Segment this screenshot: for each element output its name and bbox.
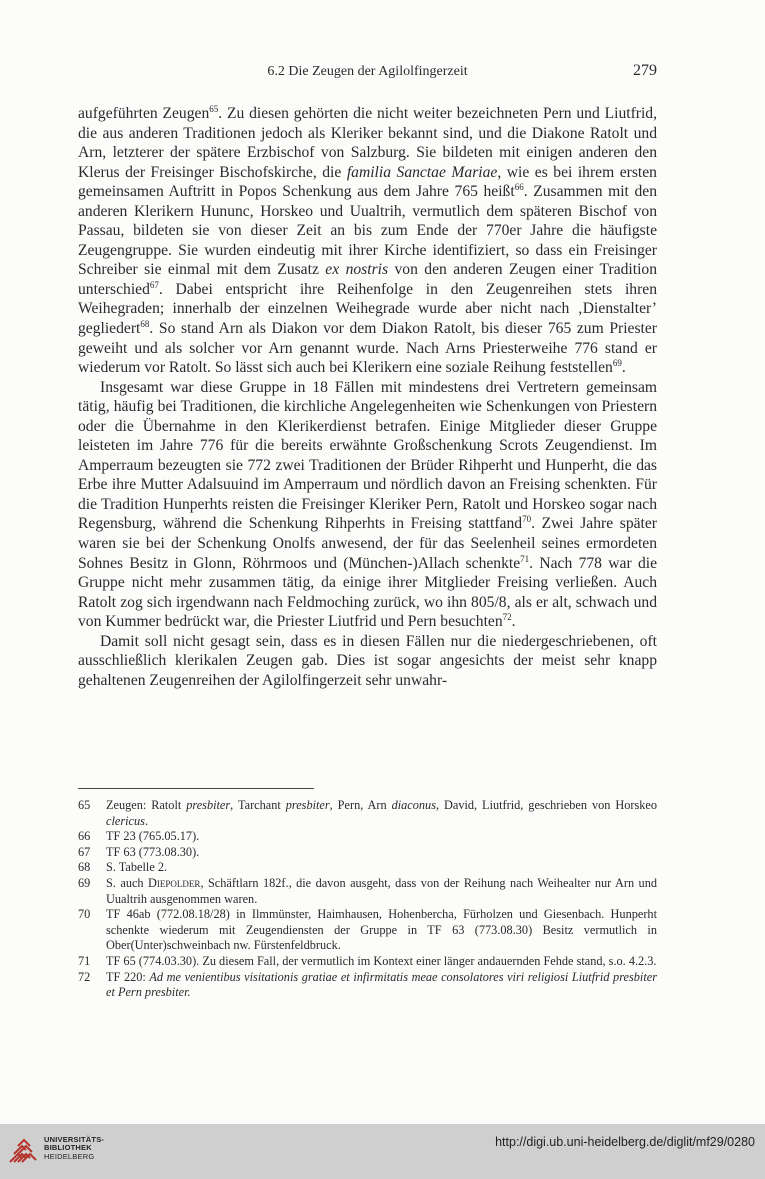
ub-heidelberg-logo-icon[interactable] (8, 1136, 38, 1164)
footnote-text (106, 860, 657, 876)
italic-text: clericus (106, 813, 145, 828)
footnote-ref[interactable]: 71 (520, 553, 530, 564)
text-run: . (511, 613, 516, 631)
footnote (78, 954, 657, 970)
footnote-text (106, 907, 657, 954)
text-run: , Schäftlarn 182f., die davon ausgeht, dass von der Reihung nach Weihealter nur Arn und Uualtrih ausgenommen waren. (106, 875, 658, 906)
footnote-ref[interactable]: 72 (502, 612, 512, 623)
page-number: 279 (633, 62, 657, 79)
text-run: TF 65 (774.03.30). Zu diesem Fall, der vermutlich im Kontext einer länger andauernden Fehde stand, s.o. 4.2.3. (106, 953, 657, 968)
text-run: Insgesamt war diese Gruppe in 18 Fällen mit mindestens drei Vertretern gemeinsam tätig, häufig bei Traditionen, die kirchliche Angelegenheiten wie Schenkungen von Priestern oder die Übernahme in den Klerikerdienst betrafen. Einige Mitglieder dieser Gruppe leisteten im Jahre 776 für die bereits erwähnte Großschenkung Scrots Zeugendienst. Im Amperraum bezeugten sie 772 zwei Traditionen der Brüder Rihperht und Hunperht, die das Erbe ihre Mutter Adalsuuind im Amperraum und nördlich davon an Freising schenkten. Für die Tradition Hunperhts reisten die Freisinger Kleriker Pern, Ratolt und Horskeo sogar nach Regensburg, während die Schenkung Rihperhts in Freising stattfand (78, 378, 657, 533)
text-run: . Dabei entspricht ihre Reihenfolge in den Zeugenreihen stets ihren Weihegraden; innerhalb der einzelnen Weihegrade wurde aber nicht nach ‚Dienstalter’ gegliedert (78, 280, 657, 338)
library-line-3: HEIDELBERG (44, 1151, 95, 1161)
text-run: . Nach 778 war die Gruppe nicht mehr zusammen tätig, da einige ihrer Mitglieder Freising verließen. Auch Ratolt zog sich irgendwann nach Feldmoching zurück, wo ihn 805/8, als er alt, schwach und von Kummer bedrückt war, die Priester Liutfrid und Pern besuchten (78, 554, 657, 631)
footnote-number: 70 (78, 907, 91, 922)
footnote-number: 65 (78, 798, 91, 812)
library-name (44, 1136, 104, 1161)
footnote (78, 907, 657, 954)
text-run: aufgeführten Zeugen (78, 105, 210, 122)
text-run: . Zu diesen gehörten die nicht weiter bezeichneten Pern und Liutfrid, die aus anderen Traditionen jedoch als Kleriker bekannt sind, und die Diakone Ratolt und Arn, letzterer der spätere Erzbischof von Salzburg. Sie bildeten mit einigen anderen den Klerus der Freisinger Bischofskirche, die (78, 105, 657, 181)
footnote-ref[interactable]: 68 (140, 318, 150, 329)
footnote-text (106, 970, 657, 1001)
footnote-number: 68 (78, 860, 91, 875)
text-run: TF 23 (765.05.17). (106, 829, 200, 844)
text-run: , Pern, Arn (329, 798, 392, 812)
footnote (78, 970, 657, 1001)
source-url-link[interactable]: http://digi.ub.uni-heidelberg.de/diglit/mf29/0280 (495, 1135, 755, 1149)
footnote (78, 860, 657, 876)
footnote (78, 798, 657, 829)
italic-text: presbiter (285, 798, 330, 812)
footnote-ref[interactable]: 66 (514, 182, 524, 192)
footnote-number: 72 (78, 969, 91, 984)
body-paragraph (78, 104, 657, 378)
running-header (78, 62, 657, 84)
text-run: TF 46ab (772.08.18/28) in Ilmmünster, Haimhausen, Hohenbercha, Fürholzen und Giesenbach. Hunperht schenkte wiederum mit Zeugendiensten der Gruppe in TF 63 (773.08.30) Besitz vermutlich in Ober(Unter)schweinbach nw. Fürstenfeldbruck. (106, 907, 657, 953)
footnote (78, 829, 657, 845)
body-paragraph (78, 632, 657, 691)
small-caps-text: Diepolder (148, 875, 201, 890)
footnote-number: 69 (78, 875, 91, 890)
text-run: von den anderen Zeugen einer Tradition unterschied (78, 261, 657, 298)
text-run: Zeugen: Ratolt (106, 798, 187, 812)
text-run: David, Liutfrid, geschrieben von Horskeo (439, 798, 657, 812)
footer-bar (0, 1124, 765, 1179)
footnote-text (106, 954, 657, 970)
text-run: . (144, 813, 149, 828)
library-line-1: UNIVERSITÄTS- (44, 1135, 105, 1144)
text-run: S. Tabelle 2. (106, 860, 168, 875)
library-line-2: BIBLIOTHEK (44, 1143, 92, 1153)
running-title: 6.2 Die Zeugen der Agilolfingerzeit (267, 64, 468, 79)
italic-text: Ad me venientibus visitationis gratiae et infirmitatis meae consolatores viri religiosi Liutfrid presbiter et Pern presbiter. (106, 969, 657, 1000)
footnote-ref[interactable]: 70 (522, 514, 532, 525)
text-run: . (621, 359, 626, 377)
text-run: . Zwei Jahre später waren sie bei der Schenkung Onolfs anwesend, der für das Seelenheil seines ermordeten Sohnes Besitz in Glonn, Röhrmoos und (München-)Allach schenkte (78, 515, 657, 572)
text-run: . Zusammen mit den anderen Klerikern Hununc, Horskeo und Uualtrih, vermutlich dem späteren Bischof von Passau, bildeten sie von dieser Zeit an bis zum Ende der 770er Jahre die häufigste Zeugengruppe. Sie wurden eindeutig mit ihrer Kirche identifiziert, so dass ein Freisinger Schreiber sie einmal mit dem Zusatz (78, 183, 657, 279)
body-paragraph (78, 378, 657, 632)
footnote-text (106, 798, 657, 829)
italic-text: presbiter (186, 798, 231, 812)
footnote-ref[interactable]: 69 (612, 357, 622, 368)
text-run: S. auch (106, 875, 149, 890)
italic-text: diaconus, (391, 798, 440, 812)
footnote-number: 66 (78, 829, 91, 844)
body-text (78, 104, 657, 690)
footnote-text (106, 829, 657, 845)
text-run: , Tarchant (230, 798, 286, 812)
text-run: Damit soll nicht gesagt sein, dass es in diesen Fällen nur die niedergeschriebenen, oft ausschließlich klerikalen Zeugen gab. Dies ist sogar angesichts der meist sehr knapp gehaltenen Zeugenreihen der Agilolfingerzeit sehr unwahr- (78, 632, 657, 689)
footnote-text (106, 845, 657, 861)
footnote (78, 876, 657, 907)
text-run: TF 63 (773.08.30). (106, 844, 200, 859)
italic-text: familia Sanctae Mariae (346, 163, 498, 181)
footnote-separator (78, 788, 314, 789)
footnote-number: 67 (78, 844, 91, 859)
footnote (78, 845, 657, 861)
text-run: , wie es bei ihrem ersten gemeinsamen Auftritt in Popos Schenkung aus dem Jahre 765 heißt (78, 163, 657, 201)
footnotes (78, 798, 657, 1001)
text-run: . So stand Arn als Diakon vor dem Diakon Ratolt, bis dieser 765 zum Priester geweiht und als solcher vor Arn genannt wurde. Nach Arns Priesterweihe 776 stand er wiederum vor Ratolt. So lässt sich auch bei Klerikern eine soziale Reihung feststellen (78, 320, 657, 377)
footnote-text (106, 876, 657, 907)
italic-text: ex nostris (325, 261, 389, 279)
footnote-ref[interactable]: 65 (209, 103, 219, 114)
text-run: TF 220: (106, 969, 150, 984)
footnote-ref[interactable]: 67 (149, 279, 159, 290)
footnote-number: 71 (78, 953, 91, 968)
